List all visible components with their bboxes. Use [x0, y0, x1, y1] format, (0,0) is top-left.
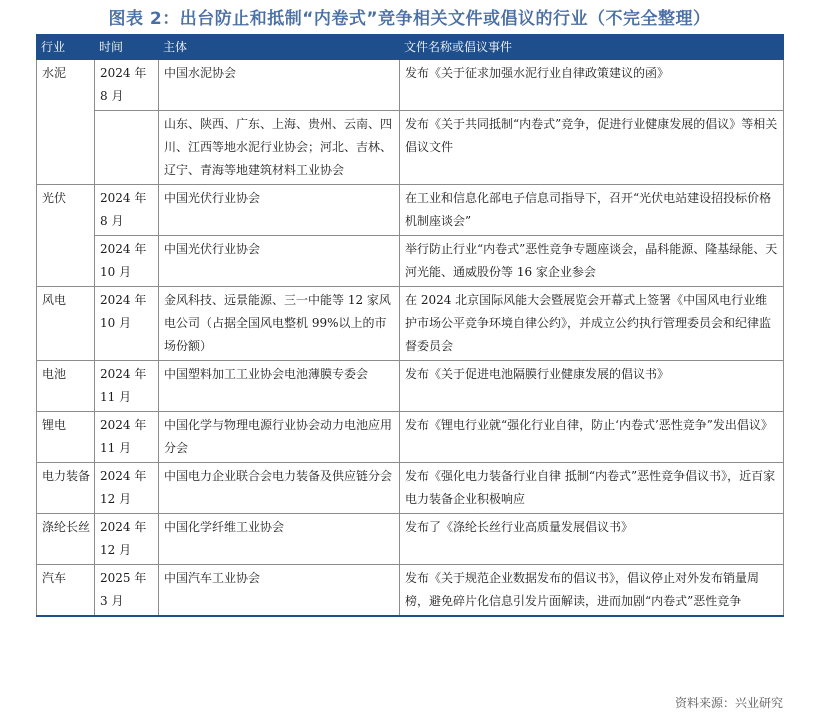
cell-subject: 中国水泥协会: [159, 60, 400, 111]
cell-industry: 电力装备: [37, 463, 95, 514]
cell-time: 2024 年 11 月: [95, 361, 159, 412]
cell-subject: 中国化学纤维工业协会: [159, 514, 400, 565]
cell-subject: 中国光伏行业协会: [159, 236, 400, 287]
table-row: [37, 60, 784, 111]
table-row: [37, 361, 784, 412]
header-subject: 主体: [159, 35, 400, 60]
cell-time: 2024 年 8 月: [95, 185, 159, 236]
cell-time: 2025 年 3 月: [95, 565, 159, 617]
cell-industry: 汽车: [37, 565, 95, 617]
table-row: [37, 565, 784, 617]
source-note: 资料来源：兴业研究: [674, 696, 783, 710]
cell-time: 2024 年 11 月: [95, 412, 159, 463]
cell-event: 发布《关于规范企业数据发布的倡议书》，倡议停止对外发布销量周榜，避免碎片化信息引发片面解读，进而加剧“内卷式”恶性竞争: [400, 565, 784, 617]
table-row: [37, 236, 784, 287]
cell-time: 2024 年 10 月: [95, 287, 159, 361]
cell-industry: 风电: [37, 287, 95, 361]
cell-subject: 中国化学与物理电源行业协会动力电池应用分会: [159, 412, 400, 463]
cell-event: 举行防止行业“内卷式”恶性竞争专题座谈会，晶科能源、隆基绿能、天河光能、通威股份等 16 家企业参会: [400, 236, 784, 287]
cell-time: 2024 年 8 月: [95, 60, 159, 111]
cell-event: 发布《关于共同抵制“内卷式”竞争，促进行业健康发展的倡议》等相关倡议文件: [400, 111, 784, 185]
cell-event: 发布《关于征求加强水泥行业自律政策建议的函》: [400, 60, 784, 111]
cell-industry: 水泥: [37, 60, 95, 185]
table-row: [37, 463, 784, 514]
cell-subject: 中国塑料加工工业协会电池薄膜专委会: [159, 361, 400, 412]
figure-title: 图表 2：出台防止和抵制“内卷式”竞争相关文件或倡议的行业（不完全整理）: [108, 9, 711, 29]
cell-subject: 中国电力企业联合会电力装备及供应链分会: [159, 463, 400, 514]
table-row: [37, 412, 784, 463]
table-row: [37, 185, 784, 236]
cell-event: 在工业和信息化部电子信息司指导下，召开“光伏电站建设招投标价格机制座谈会”: [400, 185, 784, 236]
cell-time: 2024 年 12 月: [95, 514, 159, 565]
cell-event: 发布《关于促进电池隔膜行业健康发展的倡议书》: [400, 361, 784, 412]
cell-subject: 金风科技、远景能源、三一中能等 12 家风电公司（占据全国风电整机 99%以上的市场份额）: [159, 287, 400, 361]
cell-subject: 中国汽车工业协会: [159, 565, 400, 617]
cell-industry: 电池: [37, 361, 95, 412]
cell-time: [95, 111, 159, 185]
header-event: 文件名称或倡议事件: [400, 35, 784, 60]
cell-subject: 山东、陕西、广东、上海、贵州、云南、四川、江西等地水泥行业协会；河北、吉林、辽宁、青海等地建筑材料工业协会: [159, 111, 400, 185]
cell-industry: 涤纶长丝: [37, 514, 95, 565]
cell-event: 发布《强化电力装备行业自律 抵制“内卷式”恶性竞争倡议书》，近百家电力装备企业积极响应: [400, 463, 784, 514]
table-row: [37, 514, 784, 565]
cell-industry: 锂电: [37, 412, 95, 463]
cell-time: 2024 年 10 月: [95, 236, 159, 287]
header-industry: 行业: [37, 35, 95, 60]
cell-event: 在 2024 北京国际风能大会暨展览会开幕式上签署《中国风电行业维护市场公平竞争环境自律公约》，并成立公约执行管理委员会和纪律监督委员会: [400, 287, 784, 361]
cell-event: 发布《锂电行业就“强化行业自律，防止‘内卷式’恶性竞争”发出倡议》: [400, 412, 784, 463]
cell-time: 2024 年 12 月: [95, 463, 159, 514]
cell-subject: 中国光伏行业协会: [159, 185, 400, 236]
cell-event: 发布了《涤纶长丝行业高质量发展倡议书》: [400, 514, 784, 565]
table-row: [37, 287, 784, 361]
table-row: [37, 111, 784, 185]
table-header-row: [37, 35, 784, 60]
industry-table: [36, 34, 784, 617]
cell-industry: 光伏: [37, 185, 95, 287]
header-time: 时间: [95, 35, 159, 60]
